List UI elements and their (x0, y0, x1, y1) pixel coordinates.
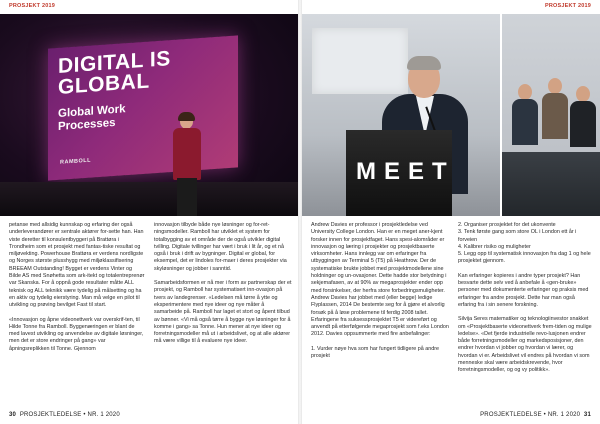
page-number: 31 (583, 412, 591, 418)
left-page (0, 0, 298, 424)
projection-screen (48, 35, 238, 180)
magazine-issue: PROSJEKTLEDELSE • NR. 1 2020 (480, 412, 581, 418)
screen-subtitle (58, 103, 126, 134)
right-section-tag: PROSJEKT 2019 (544, 3, 591, 9)
speaker-woman (170, 114, 204, 216)
left-column-1 (9, 222, 145, 360)
paragraph: Kan erfaringer kopieres i andre typer prosjekt? Han besvarte dette selv ved å anbefale å «gen-bruke» personer med dokumenterte erfaringer og praksis med erfaringer fra andre prosjekt. Dette har man også erfaring fra i sin senere forskning. (458, 272, 589, 308)
right-footer (480, 412, 591, 418)
speaker-hair (407, 56, 441, 70)
page-number: 30 (9, 412, 17, 418)
right-column-2 (458, 222, 592, 382)
screen-title-line-1: DIGITAL IS (58, 47, 171, 78)
left-footer (9, 412, 120, 418)
paragraph: 2. Organiser prosjektet for det ukonvente 3. Tenk første gang som store OL i London ett år i forveien 4. Kalibrer risiko og muligheter 5. Legg opp til systematisk innovasjon fra dag 1 og hele prosjektet gjennom. (458, 222, 591, 265)
panelist-head (548, 78, 562, 94)
screen-title (58, 48, 171, 98)
screen-title-line-2: GLOBAL (58, 69, 150, 99)
paragraph: 1. Vurder nøye hva som har fungert tidligere på andre prosjekt (311, 345, 440, 360)
stage-floor (0, 182, 298, 216)
panelist-body (542, 93, 568, 139)
screen-subtitle-line-1: Global Work (58, 103, 126, 120)
panelist-body (570, 101, 596, 147)
conference-stage-photo (0, 14, 298, 216)
panelist-body (512, 99, 538, 145)
panelist-head (576, 86, 590, 102)
panelist-head (518, 84, 532, 100)
paragraph: «Innovasjon og åpne videonettverk var overskrif-ten, til Hilde Tonne fra Ramboll. Byggenæringen er blant de med lavest utvikling og anvendelse av digitale løsninger, men det er store endringer på gang» var åpningsreplikken til Tonne. Gjennom (9, 316, 144, 352)
paragraph: Samarbeidsformen er nå mer i form av partnerskap der et prosjekt, og Ramboll har systematisert inn-ovasjon på tvers av landegrenser. «Ledelsen må tørre å ytte og eksperimentere med nye ideer og nye måter å samarbeide på. Ramboll har laget et stort og åpent tilbud av bønner. «Vi må også tørre å bygge nye løsninger for å komme i gang» sa Tonne. Hun mener at nye ideer og forretningsmodeller må ut i arbeidslivet, og at alle aktører må være villige til å evaluere nye ideer. (154, 280, 292, 345)
lectern-sign: MEET (356, 158, 455, 185)
paragraph: innovasjon tilbyde både nye løsninger og for-ret-ningsmodeller. Ramboll har utviklet et system for totalbygging av et område der de også utvikler digital tvilling. Digitale tvillinger har vært i bruk i lit år, og et nå også i bruk i drift av bygninger. Digital er global, for eksempel, det er lindoles for-maer i deres prosjekter via skyløsninger og jobber i sanntid. (154, 222, 287, 272)
paragraph: Andrew Davies er professor i prosjektledelse ved University College London. Han er en meget aner-kjent forsker innen for prosjektfaget. Hans spesi-alområder er innovasjon og læring i prosjekter og prosjektbaserte virksomheter. Hans innlegg var om erfaringer fra utbyggingen av Terminal 5 (T5) på Heathrow. Der de systematiske brukte jobbet med prosjektmodellene sine holdninger og un-ovasjoner. Dette hadde stor betydning i sekjemafasen, av at 90% av megaprosjekter ender opp med forsinkelser, der herfra store forbedringsmuligheter. Andrew Davies har jobbet med (eller begge) ledige Flyplassen, 2014 De bestemte seg for å gjøre et alvorlig forsøk på å løse problemene til ferdig 2008 tallet. Erfaringene fra suksessprosjektet T5 er videreført og anvendt på etterfølgende megaprosjekt som f.eks London 2012. Davies oppsummerte med fire anbefalinger: (311, 222, 449, 338)
left-section-tag: PROSJEKT 2019 (9, 3, 56, 9)
speaker-legs (177, 178, 197, 216)
speaker-hair (178, 112, 195, 121)
right-column-1 (311, 222, 449, 367)
right-page (302, 0, 600, 424)
left-column-2 (154, 222, 292, 353)
screen-brand-logo: RAMBOLL (60, 157, 91, 166)
magazine-issue: PROSJEKTLEDELSE • NR. 1 2020 (19, 412, 120, 418)
screen-subtitle-line-2: Processes (58, 116, 116, 133)
panel-table (502, 152, 600, 216)
lectern (346, 130, 455, 216)
paragraph: petanse med allsidig kunnskap og erfaring der også underleverandører er sentrale aktører for-sette han. Han viste deretter til konsulentbyggeri på Brattøra i Trondheim som et prosjekt med fantas-tiske resultat og miljøvekting. Powerhouse Brattøra er verdens nordligste og Norges største plusshygg med miljøklassifisering BREEAM Outstanding! Bygget er verdens Vinter og Bilde AS med Snøhetta som ark-itekt og totalentreprenør var Skanska. For å oppnå gode resultater måtte ALL teknisk og ALL teknikk være tydelig på målsetting og ha en aktiv og tydelig eierstyring. Man må velge en pilot til utvikling og prøving bevilget Fast til start. (9, 222, 145, 309)
panel-discussion-photo (500, 14, 600, 216)
paragraph: Silvija Seres matematiker og teknologiinvestor snakket om «Prosjektbaserte videonettverk frem-tiden og mulige ledelse». «Det fjerde industrielle revo-lusjonen endrer både forretningsmodeller og markedsposisjoner, den endrer hvordan vi jobber og hvordan vi lærer, og hvordan vi er. Arbeidslivet vil endres på hvordan vi som menneske skal være arbeidskrevende, hvor forretningsmodeller, og og vy politikk». (458, 316, 592, 374)
speaker-body (173, 128, 201, 180)
